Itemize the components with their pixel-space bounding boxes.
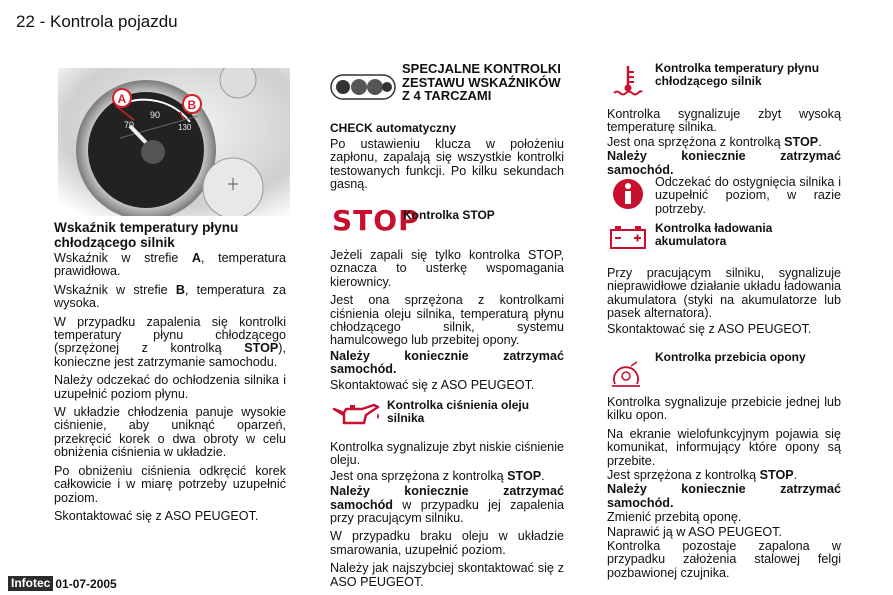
battery-icon <box>609 224 647 255</box>
check-heading: CHECK automatyczny <box>330 121 457 135</box>
zone-a-label: A <box>117 92 127 106</box>
col1-p6: Po obniżeniu ciśnienia odkręcić korek całkowicie i w miarę potrzeby uzupełnić poziom. <box>54 463 286 505</box>
column-middle-a <box>330 122 564 197</box>
oil-heading: Kontrolka ciśnienia oleju silnika <box>387 398 530 425</box>
infotec-logo: Infotec <box>8 576 53 591</box>
page-title: 22 - Kontrola pojazdu <box>16 12 178 31</box>
stop-heading: Kontrolka STOP <box>403 208 495 222</box>
special-heading: SPECJALNE KONTROLKI ZESTAWU WSKAŹNIKÓW Z 4 TARCZAMI <box>402 61 561 103</box>
column-left <box>54 220 286 528</box>
text: Wskaźnik w strefie <box>54 251 192 265</box>
text: . <box>541 468 545 483</box>
col1-heading: Wskaźnik temperatury płynu chłodzącego silnik <box>54 220 239 250</box>
tyre-p7: Kontrolka pozostaje zapalona w przypadku założenia stalowej felgi pozbawionej czujnika. <box>607 539 841 580</box>
batt-p1: Przy pracującym silniku, sygnalizuje nieprawidłowe działanie układu ładowania akumulatora (styki na akumulatorze lub pasek alternatora). <box>607 266 841 321</box>
stop-p2: Jest ona sprzężona z kontrolkami ciśnienia oleju silnika, temperaturą płynu chłodzącego silnik, systemu hamulcowego lub przebitej opony. <box>330 293 564 348</box>
col1-p3 <box>54 316 286 370</box>
text-bold: STOP <box>784 134 819 149</box>
footer <box>8 576 117 591</box>
tyre-p6: Naprawić ją w ASO PEUGEOT. <box>607 524 782 539</box>
oil-p2 <box>330 470 564 483</box>
text: , temperatura prawidłowa. <box>54 251 286 279</box>
column-right-a <box>607 108 841 182</box>
tyre-p5: Zmienić przebitą oponę. <box>607 510 742 525</box>
text-bold: A <box>191 251 202 265</box>
tyre-puncture-icon <box>609 360 643 395</box>
text-bold: STOP <box>759 468 794 483</box>
oil-p4: W przypadku braku oleju w układzie smarowania, uzupełnić poziom. <box>330 529 564 557</box>
col1-p7: Skontaktować się z ASO PEUGEOT. <box>54 508 259 523</box>
text: W przypadku zapalenia się kontrolki temperatury płynu chłodzącego (sprzężonej z kontrolką <box>54 314 286 356</box>
temp-heading: Kontrolka temperatury płynu chłodzącego silnik <box>655 61 820 88</box>
battery-heading: Kontrolka ładowania akumulatora <box>655 221 773 248</box>
text-bold: Należy koniecznie zatrzymać samochód <box>330 484 564 512</box>
temp-p3: Należy koniecznie zatrzymać samochód. <box>607 149 841 177</box>
text-bold: B <box>175 282 185 297</box>
info-icon <box>612 178 644 215</box>
info-text-block <box>655 176 841 221</box>
column-right-b <box>607 267 841 341</box>
tyre-p4: Należy koniecznie zatrzymać samochód. <box>607 482 841 510</box>
col1-p2 <box>54 284 286 311</box>
gauge-tick-70: 70 <box>124 120 135 130</box>
tyre-p3 <box>607 469 841 482</box>
four-dial-cluster-icon <box>330 74 396 105</box>
oil-p3 <box>330 485 564 525</box>
text-bold: STOP <box>507 468 542 483</box>
oil-p1: Kontrolka sygnalizuje zbyt niskie ciśnienie oleju. <box>330 440 564 468</box>
text: ), konieczne jest zatrzymanie samochodu. <box>54 341 286 369</box>
text: . <box>793 468 798 483</box>
column-middle-b <box>330 249 564 397</box>
gauge-tick-130: 130 <box>178 123 192 132</box>
oil-p5: Należy jak najszybciej skontaktować się z ASO PEUGEOT. <box>330 561 564 589</box>
stop-p3: Należy koniecznie zatrzymać samochód. <box>330 348 564 377</box>
text: Jest ona sprzężona z kontrolką <box>607 134 785 149</box>
batt-p2: Skontaktować się z ASO PEUGEOT. <box>607 321 812 336</box>
text: Jest ona sprzężona z kontrolką <box>330 468 508 483</box>
stop-p1: Jeżeli zapali się tylko kontrolka STOP, oznacza to usterkę wspomagania kierownicy. <box>330 248 564 289</box>
tyre-heading: Kontrolka przebicia opony <box>655 350 806 364</box>
info-text: Odczekać do ostygnięcia silnika i uzupełnić poziom, w razie potrzeby. <box>655 175 841 216</box>
text: Jest sprzężona z kontrolką <box>607 468 760 483</box>
col1-p1 <box>54 252 286 279</box>
text: Wskaźnik w strefie <box>54 282 176 297</box>
coolant-temperature-icon <box>612 64 644 103</box>
tyre-p2: Na ekranie wielofunkcyjnym pojawia się komunikat, informujący które opony są przebite. <box>607 426 841 468</box>
gauge-tick-90: 90 <box>150 110 161 120</box>
col1-p4: Należy odczekać do ochłodzenia silnika i uzupełnić poziom płynu. <box>54 373 286 401</box>
stop-icon: STOP <box>332 204 420 237</box>
check-text: Po ustawieniu klucza w położeniu zapłonu, zapalają się wszystkie kontrolki testowanych funkcji. Po kilku sekundach gasną. <box>330 137 564 192</box>
column-middle-c <box>330 441 564 594</box>
oil-can-icon <box>332 401 382 432</box>
column-right-c <box>607 396 841 585</box>
text: . <box>818 134 822 149</box>
tyre-p1: Kontrolka sygnalizuje przebicie jednej lub kilku opon. <box>607 395 841 423</box>
zone-b-label: B <box>187 98 197 112</box>
text-bold: STOP <box>244 341 279 356</box>
temp-p1: Kontrolka sygnalizuje zbyt wysoką temperaturę silnika. <box>607 107 841 135</box>
stop-p4: Skontaktować się z ASO PEUGEOT. <box>330 377 535 392</box>
text: w przypadku jej zapalenia przy pracującym silniku. <box>330 497 564 526</box>
col1-p5: W układzie chłodzenia panuje wysokie ciśnienie, aby uniknąć oparzeń, przekręcić korek o dwa obroty w celu obniżenia ciśnienia w układzie. <box>54 405 286 460</box>
temp-p2 <box>607 136 841 149</box>
temperature-gauge-photo <box>58 68 290 216</box>
text: , temperatura za wysoka. <box>54 282 286 311</box>
footer-date: 01-07-2005 <box>55 576 117 591</box>
